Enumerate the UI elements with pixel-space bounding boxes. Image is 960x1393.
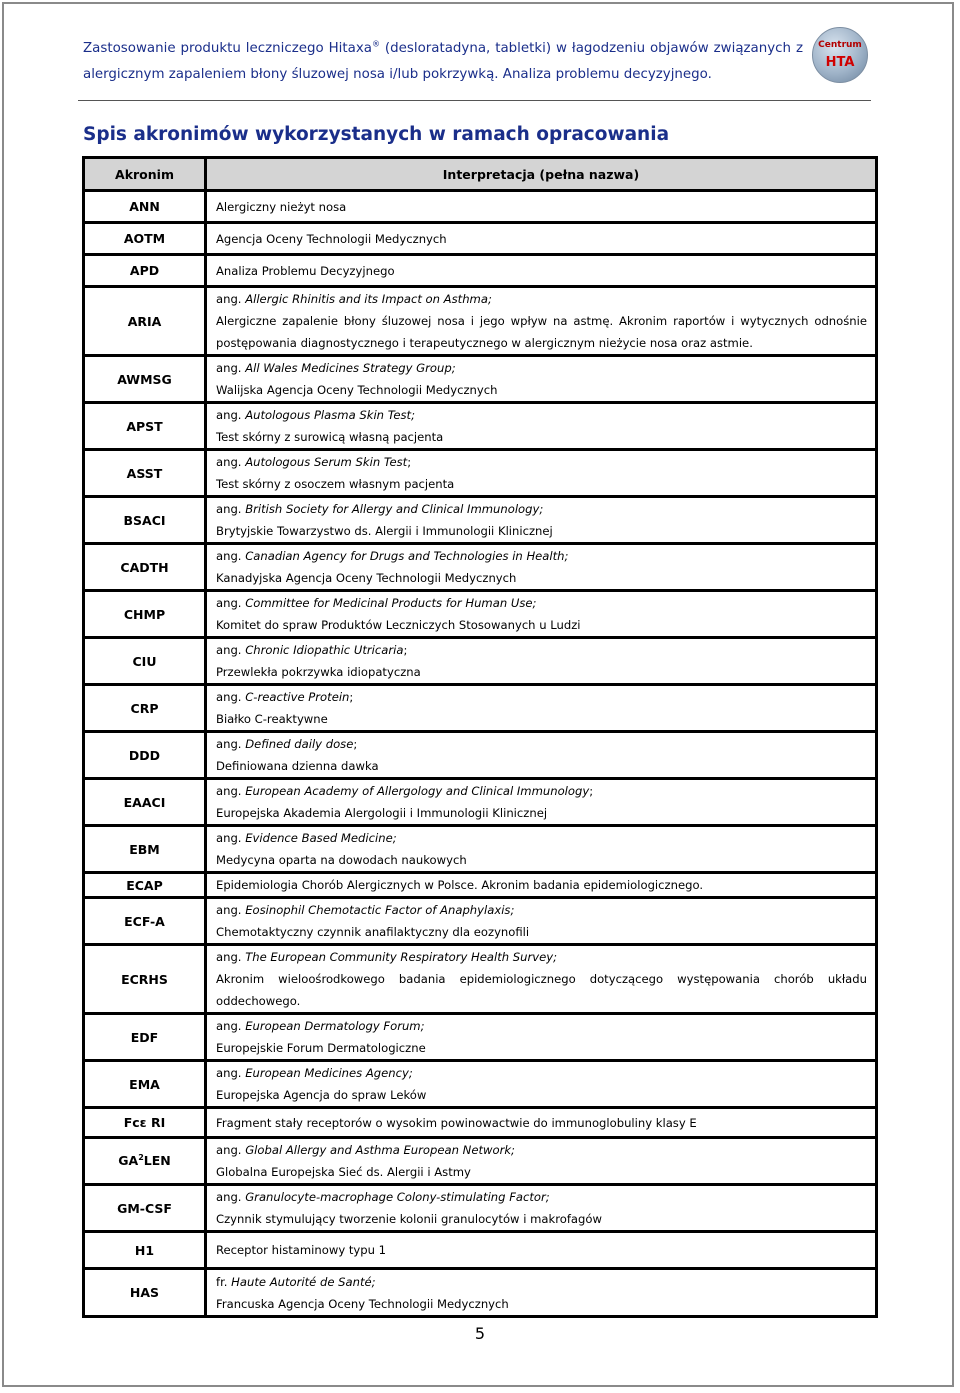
acronym-cell: [84, 1061, 206, 1108]
interpretation-line: [216, 520, 867, 542]
acronym-cell: [84, 1185, 206, 1232]
table-row: [84, 638, 877, 685]
interpretation-text: Medycyna oparta na dowodach naukowych: [216, 853, 467, 867]
interpretation-cell: [206, 450, 877, 497]
centrum-hta-logo: [812, 27, 868, 83]
acronym-text: ECF-A: [124, 913, 165, 929]
interpretation-text: Epidemiologia Chorób Alergicznych w Polsce. Akronim badania epidemiologicznego.: [216, 878, 704, 892]
acronym-cell: [84, 356, 206, 403]
header-text-end: (desloratadyna, tabletki) w łagodzeniu objawów związanych z alergicznym zapaleniem błony śluzowej nosa i/lub pokrzywką. Analiza problemu decyzyjnego.: [83, 41, 803, 82]
table-row: [84, 255, 877, 287]
interpretation-line: [216, 1139, 867, 1161]
english-term: Autologous Plasma Skin Test;: [245, 408, 415, 422]
english-term: All Wales Medicines Strategy Group;: [245, 361, 456, 375]
acronym-cell: [84, 591, 206, 638]
acronym-cell: [84, 450, 206, 497]
acronym-text: DDD: [128, 747, 161, 763]
acronym-text: ARIA: [127, 313, 162, 329]
interpretation-line: [216, 899, 867, 921]
interpretation-line: [216, 1084, 867, 1106]
table-row: [84, 1108, 877, 1138]
interpretation-line: [216, 1271, 867, 1293]
acronym-text: EBM: [129, 841, 160, 857]
interpretation-line: [216, 404, 867, 426]
interpretation-text: Receptor histaminowy typu 1: [216, 1243, 387, 1257]
interpretation-line: [216, 946, 867, 968]
column-header-interpretation: Interpretacja (pełna nazwa): [206, 158, 877, 191]
interpretation-line: [216, 473, 867, 495]
table-row: [84, 497, 877, 544]
interpretation-line: [216, 228, 867, 250]
interpretation-line: [216, 614, 867, 636]
acronym-text: AWMSG: [117, 371, 172, 387]
interpretation-cell: [206, 255, 877, 287]
interpretation-line: [216, 357, 867, 379]
acronym-cell: [84, 497, 206, 544]
interpretation-cell: [206, 1061, 877, 1108]
interpretation-text: Europejska Agencja do spraw Leków: [216, 1088, 427, 1102]
table-body: [84, 191, 877, 1317]
interpretation-line: [216, 1208, 867, 1230]
interpretation-cell: [206, 287, 877, 356]
acronym-text: ASST: [126, 465, 163, 481]
interpretation-text: Przewlekła pokrzywka idiopatyczna: [216, 665, 421, 679]
interpretation-text: ang.: [216, 1190, 246, 1204]
interpretation-text: ang.: [216, 784, 246, 798]
table-row: [84, 685, 877, 732]
interpretation-text: Czynnik stymulujący tworzenie kolonii granulocytów i makrofagów: [216, 1212, 602, 1226]
page-number: 5: [474, 1324, 486, 1343]
interpretation-cell: [206, 779, 877, 826]
table-row: [84, 1185, 877, 1232]
interpretation-line: [216, 874, 867, 896]
interpretation-text: ang.: [216, 361, 246, 375]
interpretation-text: ang.: [216, 1066, 246, 1080]
table-row: [84, 898, 877, 945]
interpretation-text: ang.: [216, 903, 246, 917]
interpretation-text: ang.: [216, 1019, 246, 1033]
acronym-cell: [84, 223, 206, 255]
interpretation-line: [216, 1062, 867, 1084]
interpretation-text: ang.: [216, 455, 246, 469]
acronym-cell: [84, 826, 206, 873]
english-term: Eosinophil Chemotactic Factor of Anaphylaxis;: [245, 903, 515, 917]
english-term: C-reactive Protein: [245, 690, 350, 704]
interpretation-text: Komitet do spraw Produktów Leczniczych Stosowanych u Ludzi: [216, 618, 581, 632]
acronym-text: CADTH: [120, 559, 169, 575]
english-term: Haute Autorité de Santé;: [231, 1274, 376, 1289]
acronym-text: H1: [134, 1242, 155, 1258]
acronym-cell: [84, 898, 206, 945]
english-term: European Medicines Agency;: [245, 1066, 413, 1080]
interpretation-line: [216, 1112, 867, 1134]
interpretation-cell: [206, 873, 877, 898]
english-term: Canadian Agency for Drugs and Technologies in Health;: [245, 549, 569, 563]
table-row: [84, 1061, 877, 1108]
interpretation-text: ang.: [216, 596, 246, 610]
interpretation-cell: [206, 497, 877, 544]
interpretation-cell: [206, 638, 877, 685]
interpretation-cell: [206, 826, 877, 873]
interpretation-cell: [206, 223, 877, 255]
interpretation-text: Alergiczne zapalenie błony śluzowej nosa i jego wpływ na astmę. Akronim raportów i wytycznych odnośnie postępowania diagnostycznego i terapeutycznego w alergicznym nieżycie nosa oraz astmie.: [216, 314, 867, 350]
interpretation-cell: [206, 732, 877, 779]
table-row: [84, 450, 877, 497]
interpretation-text: Alergiczny nieżyt nosa: [216, 199, 347, 214]
interpretation-cell: [206, 403, 877, 450]
interpretation-text: Test skórny z surowicą własną pacjenta: [216, 430, 444, 444]
interpretation-line: [216, 708, 867, 730]
interpretation-text: Europejska Akademia Alergologii i Immunologii Klinicznej: [216, 806, 548, 820]
interpretation-text: Analiza Problemu Decyzyjnego: [216, 263, 395, 278]
interpretation-line: [216, 780, 867, 802]
acronym-text: ECRHS: [121, 971, 168, 987]
interpretation-line: [216, 260, 867, 282]
interpretation-text: ang.: [216, 1143, 246, 1157]
interpretation-line: [216, 1015, 867, 1037]
acronym-text: ANN: [129, 199, 160, 214]
interpretation-line: [216, 310, 867, 354]
interpretation-line: [216, 921, 867, 943]
table-row: [84, 544, 877, 591]
table-row: [84, 1138, 877, 1185]
interpretation-line: [216, 733, 867, 755]
interpretation-cell: [206, 1138, 877, 1185]
english-term: Autologous Serum Skin Test: [245, 455, 408, 469]
interpretation-cell: [206, 1269, 877, 1317]
interpretation-text: ang.: [216, 549, 246, 563]
interpretation-cell: [206, 544, 877, 591]
interpretation-text: ang.: [216, 831, 246, 845]
interpretation-text: fr.: [216, 1274, 232, 1289]
interpretation-cell: [206, 898, 877, 945]
interpretation-text: Test skórny z osoczem własnym pacjenta: [216, 477, 455, 491]
interpretation-line: [216, 1037, 867, 1059]
acronym-cell: [84, 287, 206, 356]
interpretation-cell: [206, 1014, 877, 1061]
english-term: Granulocyte-macrophage Colony-stimulating Factor;: [245, 1190, 550, 1204]
interpretation-line: [216, 567, 867, 589]
acronym-text: Fcε RI: [123, 1115, 166, 1130]
interpretation-cell: [206, 1108, 877, 1138]
interpretation-cell: [206, 1232, 877, 1269]
acronym-text: CIU: [132, 653, 157, 669]
acronym-text: CHMP: [123, 606, 166, 622]
table-row: [84, 1269, 877, 1317]
interpretation-cell: [206, 1185, 877, 1232]
interpretation-text: Brytyjskie Towarzystwo ds. Alergii i Immunologii Klinicznej: [216, 524, 553, 538]
interpretation-text: Kanadyjska Agencja Oceny Technologii Medycznych: [216, 571, 517, 585]
acronym-cell: [84, 1269, 206, 1317]
interpretation-line: [216, 661, 867, 683]
column-header-acronym: Akronim: [84, 158, 206, 191]
table-row: [84, 223, 877, 255]
english-term: The European Community Respiratory Health Survey;: [245, 950, 558, 964]
acronym-text: GA: [118, 1153, 139, 1169]
english-term: European Academy of Allergology and Clinical Immunology: [245, 784, 590, 798]
acronym-text: AOTM: [123, 231, 166, 246]
acronym-cell: [84, 779, 206, 826]
acronym-text: GM-CSF: [117, 1200, 172, 1216]
interpretation-line: [216, 451, 867, 473]
acronym-text: ECAP: [126, 877, 163, 893]
table-row: [84, 945, 877, 1014]
section-title: Spis akronimów wykorzystanych w ramach opracowania: [83, 124, 670, 145]
interpretation-text: Francuska Agencja Oceny Technologii Medycznych: [216, 1296, 509, 1311]
interpretation-line: [216, 592, 867, 614]
logo-text-bottom: HTA: [825, 55, 855, 70]
interpretation-text: ang.: [216, 690, 246, 704]
interpretation-text: ;: [589, 784, 594, 798]
acronym-cell: [84, 1232, 206, 1269]
acronym-cell: [84, 1014, 206, 1061]
interpretation-text: ang.: [216, 950, 246, 964]
english-term: Committee for Medicinal Products for Human Use;: [245, 596, 537, 610]
interpretation-text: ang.: [216, 292, 246, 306]
interpretation-line: [216, 426, 867, 448]
interpretation-line: [216, 802, 867, 824]
table-row: [84, 779, 877, 826]
table-row: [84, 591, 877, 638]
interpretation-text: Fragment stały receptorów o wysokim powinowactwie do immunoglobuliny klasy E: [216, 1115, 697, 1130]
interpretation-text: ;: [403, 643, 408, 657]
table-row: [84, 191, 877, 223]
english-term: Evidence Based Medicine;: [245, 831, 397, 845]
registered-mark: ®: [371, 39, 380, 49]
table-row: [84, 1014, 877, 1061]
interpretation-text: Globalna Europejska Sieć ds. Alergii i Astmy: [216, 1165, 471, 1179]
acronym-text: EAACI: [123, 794, 166, 810]
acronym-cell: [84, 732, 206, 779]
interpretation-text: ang.: [216, 502, 246, 516]
table-row: [84, 732, 877, 779]
acronym-text: BSACI: [123, 512, 166, 528]
acronym-cell: [84, 255, 206, 287]
document-header: [83, 36, 803, 88]
interpretation-text: ;: [353, 737, 358, 751]
interpretation-line: [216, 196, 867, 218]
interpretation-text: Akronim wieloośrodkowego badania epidemiologicznego dotyczącego występowania chorób układu oddechowego.: [216, 972, 867, 1008]
table-row: [84, 403, 877, 450]
acronym-superscript: 2: [138, 1153, 144, 1163]
table-row: [84, 873, 877, 898]
english-term: European Dermatology Forum;: [245, 1019, 425, 1033]
interpretation-cell: [206, 945, 877, 1014]
interpretation-cell: [206, 685, 877, 732]
table-header-row: [84, 158, 877, 191]
interpretation-line: [216, 755, 867, 777]
header-text-start: Zastosowanie produktu leczniczego Hitaxa: [83, 41, 372, 56]
interpretation-text: Chemotaktyczny czynnik anafilaktyczny dla eozynofili: [216, 925, 530, 939]
acronym-text-rest: LEN: [143, 1153, 171, 1169]
acronym-cell: [84, 685, 206, 732]
interpretation-text: ;: [407, 455, 412, 469]
english-term: Defined daily dose: [245, 737, 354, 751]
acronym-text: APD: [129, 263, 160, 278]
acronym-cell: [84, 638, 206, 685]
interpretation-line: [216, 1239, 867, 1261]
interpretation-text: Agencja Oceny Technologii Medycznych: [216, 231, 447, 246]
acronym-cell: [84, 873, 206, 898]
table-row: [84, 287, 877, 356]
interpretation-line: [216, 1161, 867, 1183]
interpretation-text: Europejskie Forum Dermatologiczne: [216, 1041, 426, 1055]
acronym-cell: [84, 945, 206, 1014]
acronym-cell: [84, 544, 206, 591]
english-term: British Society for Allergy and Clinical Immunology;: [245, 502, 544, 516]
interpretation-text: ang.: [216, 737, 246, 751]
interpretation-line: [216, 686, 867, 708]
interpretation-text: ang.: [216, 408, 246, 422]
table-row: [84, 1232, 877, 1269]
interpretation-text: Białko C-reaktywne: [216, 712, 328, 726]
interpretation-line: [216, 379, 867, 401]
acronym-cell: [84, 403, 206, 450]
interpretation-line: [216, 288, 867, 310]
interpretation-cell: [206, 191, 877, 223]
interpretation-line: [216, 1293, 867, 1315]
interpretation-line: [216, 639, 867, 661]
interpretation-text: Definiowana dzienna dawka: [216, 759, 379, 773]
table-row: [84, 826, 877, 873]
interpretation-line: [216, 849, 867, 871]
english-term: Global Allergy and Asthma European Network;: [245, 1143, 515, 1157]
interpretation-line: [216, 498, 867, 520]
acronym-text: CRP: [130, 700, 159, 716]
interpretation-cell: [206, 591, 877, 638]
english-term: Chronic Idiopathic Utricaria: [245, 643, 404, 657]
acronym-table: [82, 156, 878, 1318]
acronym-cell: [84, 191, 206, 223]
acronym-cell: [84, 1138, 206, 1185]
acronym-text: EMA: [129, 1076, 160, 1092]
header-divider: [78, 100, 871, 101]
acronym-cell: [84, 1108, 206, 1138]
interpretation-line: [216, 968, 867, 1012]
table-row: [84, 356, 877, 403]
interpretation-text: Walijska Agencja Oceny Technologii Medycznych: [216, 383, 498, 397]
acronym-text: APST: [126, 418, 163, 434]
interpretation-cell: [206, 356, 877, 403]
english-term: Allergic Rhinitis and its Impact on Asthma;: [245, 292, 492, 306]
interpretation-line: [216, 545, 867, 567]
logo-text-top: Centrum: [818, 40, 862, 50]
acronym-text: EDF: [130, 1029, 159, 1045]
interpretation-text: ang.: [216, 643, 246, 657]
acronym-text: HAS: [129, 1285, 160, 1300]
interpretation-text: ;: [349, 690, 354, 704]
interpretation-line: [216, 1186, 867, 1208]
interpretation-line: [216, 827, 867, 849]
